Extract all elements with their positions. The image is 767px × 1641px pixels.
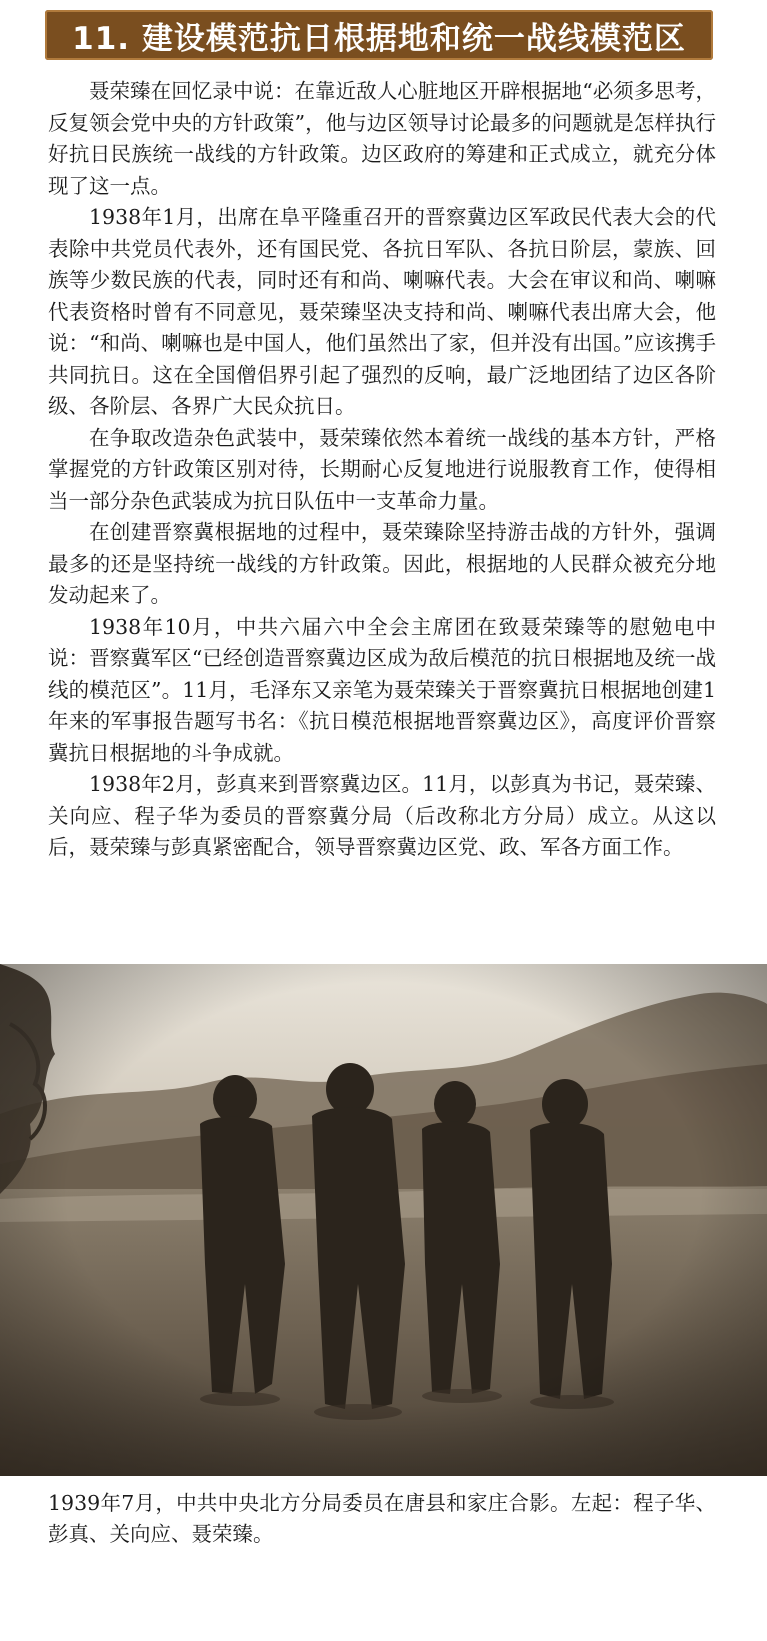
paragraph: 1938年1月，出席在阜平隆重召开的晋察冀边区军政民代表大会的代表除中共党员代表外，还有国民党、各抗日军队、各抗日阶层，蒙族、回族等少数民族的代表，同时还有和尚、喇嘛代表。大会在审议和尚、喇嘛代表资格时曾有不同意见，聂荣臻坚决支持和尚、喇嘛代表出席大会，他说：“和尚、喇嘛也是中国人，他们虽然出了家，但并没有出国。”应该携手共同抗日。这在全国僧侣界引起了强烈的反响，最广泛地团结了边区各阶级、各阶层、各界广大民众抗日。 <box>48 205 716 418</box>
photo-caption: 1939年7月，中共中央北方分局委员在唐县和家庄合影。左起：程子华、彭真、关向应、聂荣臻。 <box>48 1491 716 1546</box>
historical-group-photo <box>0 964 767 1476</box>
paragraph: 1938年10月，中共六届六中全会主席团在致聂荣臻等的慰勉电中说：晋察冀军区“已经创造晋察冀边区成为敌后模范的抗日根据地及统一战线的模范区”。11月，毛泽东又亲笔为聂荣臻关于晋察冀抗日根据地创建1年来的军事报告题写书名：《抗日模范根据地晋察冀边区》，高度评价晋察冀抗日根据地的斗争成就。 <box>48 614 716 765</box>
section-title-banner <box>45 10 713 60</box>
paragraph: 在创建晋察冀根据地的过程中，聂荣臻除坚持游击战的方针外，强调最多的还是坚持统一战线的方针政策。因此，根据地的人民群众被充分地发动起来了。 <box>48 520 716 607</box>
section-title: 11. 建设模范抗日根据地和统一战线模范区 <box>72 20 686 57</box>
paragraph: 1938年2月，彭真来到晋察冀边区。11月，以彭真为书记，聂荣臻、关向应、程子华为委员的晋察冀分局（后改称北方分局）成立。从这以后，聂荣臻与彭真紧密配合，领导晋察冀边区党、政、军各方面工作。 <box>48 772 716 859</box>
article-body <box>48 76 716 864</box>
photo-image <box>0 964 767 1476</box>
paragraph: 聂荣臻在回忆录中说：在靠近敌人心脏地区开辟根据地“必须多思考，反复领会党中央的方针政策”，他与边区领导讨论最多的问题就是怎样执行好抗日民族统一战线的方针政策。边区政府的筹建和正式成立，就充分体现了这一点。 <box>48 79 716 198</box>
paragraph: 在争取改造杂色武装中，聂荣臻依然本着统一战线的基本方针，严格掌握党的方针政策区别对待，长期耐心反复地进行说服教育工作，使得相当一部分杂色武装成为抗日队伍中一支革命力量。 <box>48 425 716 513</box>
